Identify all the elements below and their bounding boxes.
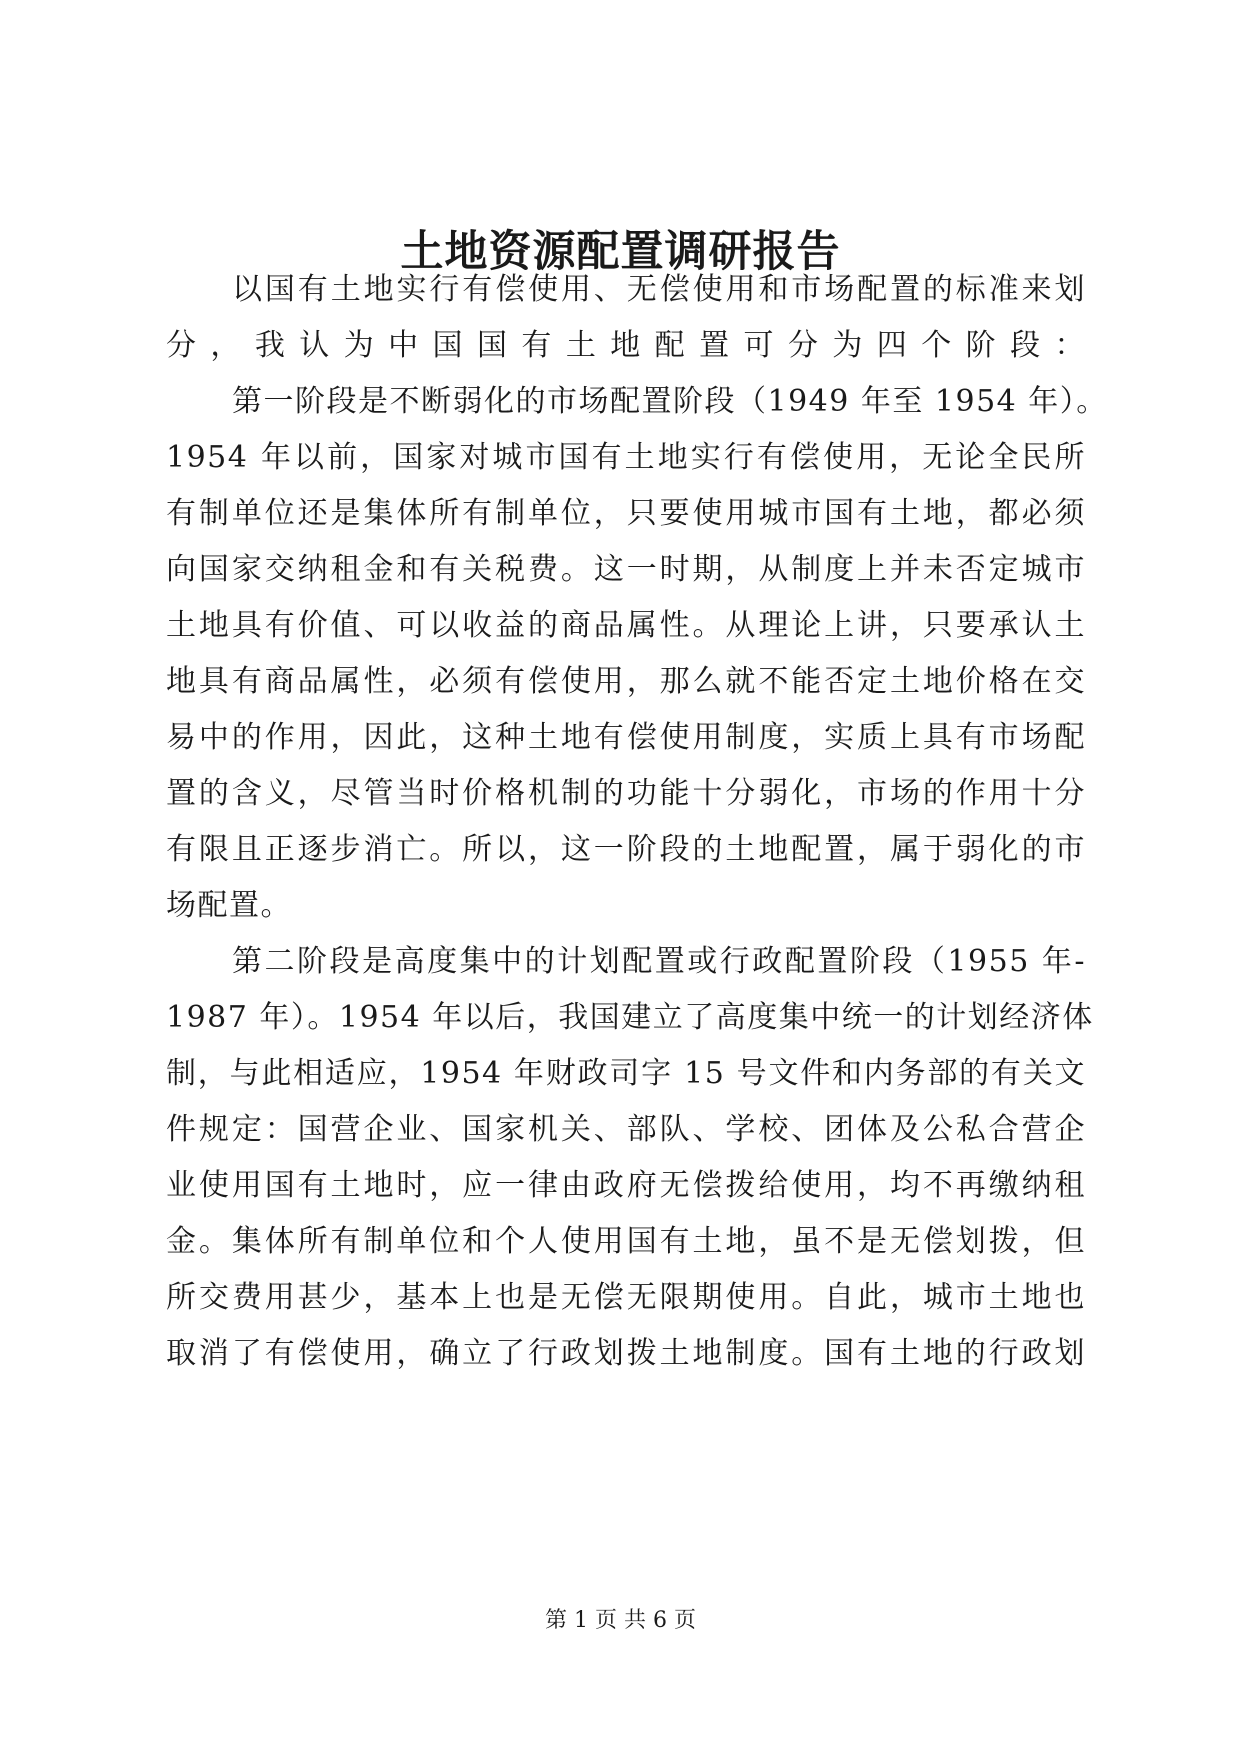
paragraph-line: 第二阶段是高度集中的计划配置或行政配置阶段（1955 年- [232, 944, 1086, 979]
page-number: 第 1 页 共 6 页 [545, 1608, 696, 1633]
document-title: 土地资源配置调研报告 [400, 227, 841, 277]
paragraph-line: 有制单位还是集体所有制单位，只要使用城市国有土地，都必须 [166, 496, 1086, 531]
paragraph-line: 土地具有价值、可以收益的商品属性。从理论上讲，只要承认土 [166, 608, 1086, 643]
paragraph-line: 所交费用甚少，基本上也是无偿无限期使用。自此，城市土地也 [166, 1280, 1086, 1315]
paragraph-line: 分，我认为中国国有土地配置可分为四个阶段： [166, 328, 1086, 363]
paragraph-line: 制，与此相适应，1954 年财政司字 15 号文件和内务部的有关文 [166, 1056, 1086, 1091]
paragraph-line: 1954 年以前，国家对城市国有土地实行有偿使用，无论全民所 [166, 440, 1086, 475]
paragraph-line: 地具有商品属性，必须有偿使用，那么就不能否定土地价格在交 [166, 664, 1086, 699]
paragraph-line: 取消了有偿使用，确立了行政划拨土地制度。国有土地的行政划 [166, 1336, 1086, 1371]
paragraph-line: 业使用国有土地时，应一律由政府无偿拨给使用，均不再缴纳租 [166, 1168, 1086, 1203]
paragraph-line: 1987 年）。1954 年以后，我国建立了高度集中统一的计划经济体 [166, 1000, 1094, 1035]
paragraph-line: 件规定：国营企业、国家机关、部队、学校、团体及公私合营企 [166, 1112, 1086, 1147]
paragraph-line: 有限且正逐步消亡。所以，这一阶段的土地配置，属于弱化的市 [166, 832, 1086, 867]
paragraph-line: 场配置。 [166, 888, 292, 923]
paragraph-line: 向国家交纳租金和有关税费。这一时期，从制度上并未否定城市 [166, 552, 1086, 587]
paragraph-line: 第一阶段是不断弱化的市场配置阶段（1949 年至 1954 年）。 [232, 384, 1108, 419]
paragraph-line: 以国有土地实行有偿使用、无偿使用和市场配置的标准来划 [232, 272, 1086, 307]
paragraph-line: 金。集体所有制单位和个人使用国有土地，虽不是无偿划拨，但 [166, 1224, 1086, 1259]
paragraph-line: 置的含义，尽管当时价格机制的功能十分弱化，市场的作用十分 [166, 776, 1086, 811]
paragraph-line: 易中的作用，因此，这种土地有偿使用制度，实质上具有市场配 [166, 720, 1086, 755]
